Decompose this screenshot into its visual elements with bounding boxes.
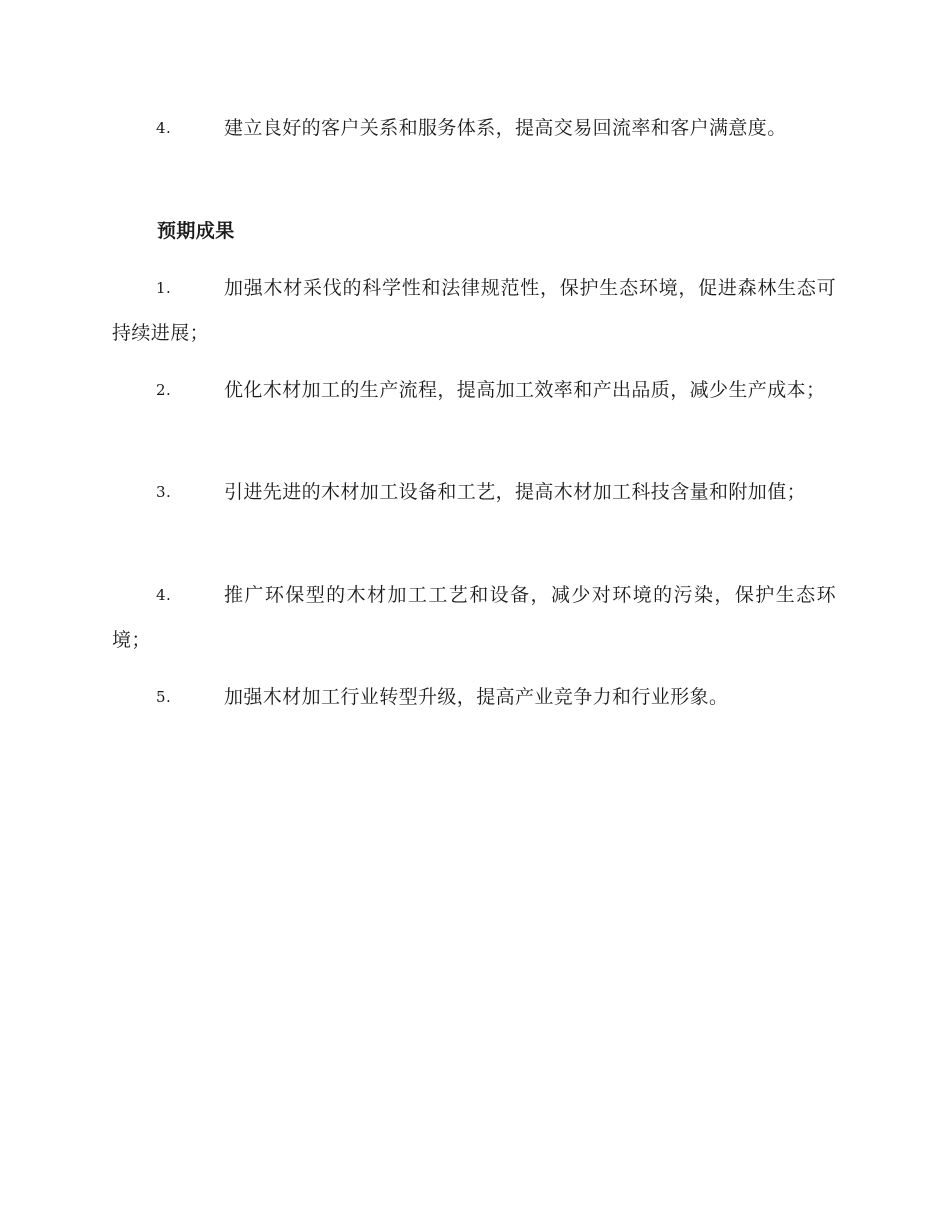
list-number: 4. bbox=[156, 119, 172, 137]
list-item bbox=[112, 266, 836, 356]
list-number: 2. bbox=[156, 381, 172, 399]
list-number: 5. bbox=[156, 688, 172, 706]
list-number: 1. bbox=[156, 279, 172, 297]
list-item bbox=[112, 368, 836, 413]
list-item bbox=[112, 573, 836, 663]
list-number: 4. bbox=[156, 586, 172, 604]
list-item bbox=[112, 470, 836, 515]
list-item bbox=[112, 106, 836, 151]
list-text: 加强木材加工行业转型升级，提高产业竞争力和行业形象。 bbox=[224, 686, 729, 708]
list-text: 加强木材采伐的科学性和法律规范性，保护生态环境，促进森林生态可持续进展； bbox=[112, 277, 836, 344]
list-number: 3. bbox=[156, 483, 172, 501]
list-item bbox=[112, 675, 836, 720]
list-text: 建立良好的客户关系和服务体系，提高交易回流率和客户满意度。 bbox=[224, 117, 787, 139]
section-heading: 预期成果 bbox=[157, 220, 235, 242]
list-text: 优化木材加工的生产流程，提高加工效率和产出品质，减少生产成本； bbox=[224, 379, 826, 401]
list-text: 引进先进的木材加工设备和工艺，提高木材加工科技含量和附加值； bbox=[224, 481, 807, 503]
list-text: 推广环保型的木材加工工艺和设备，减少对环境的污染，保护生态环境； bbox=[112, 584, 836, 651]
